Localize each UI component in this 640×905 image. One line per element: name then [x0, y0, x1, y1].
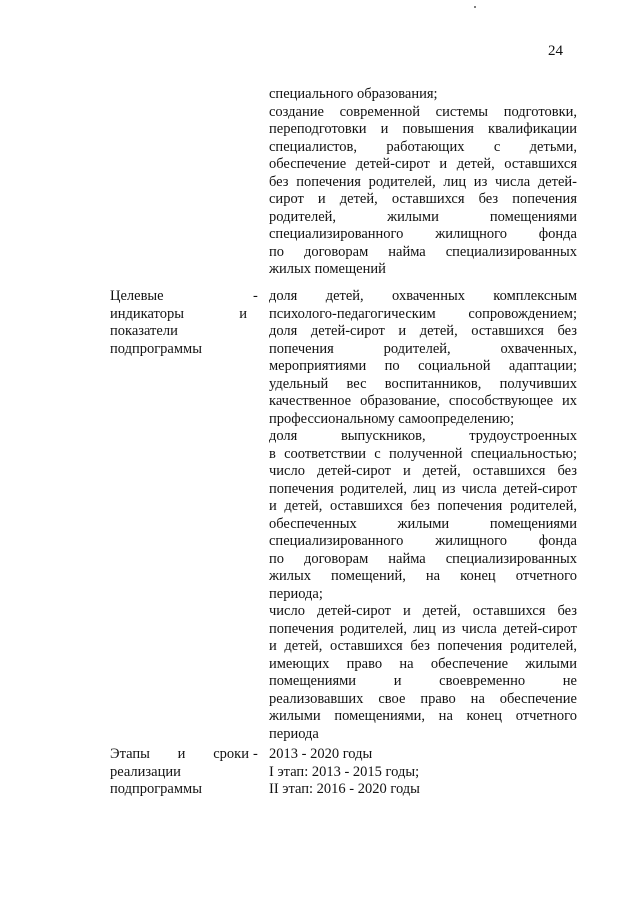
text-line: психолого-педагогическим сопровождением;: [269, 305, 577, 322]
text-line: жилыми помещениями, на конец отчетного: [269, 708, 577, 724]
text-line: II этап: 2016 - 2020 годы: [269, 781, 420, 797]
text-line: переподготовки и повышения квалификации: [269, 121, 577, 137]
text-line: специализированного жилищного фонда: [269, 533, 577, 549]
scan-speck: [474, 6, 476, 8]
text-line: доля выпускников, трудоустроенных: [269, 428, 577, 444]
text-line: реализовавших свое право на обеспечение: [269, 690, 577, 707]
page-number: 24: [548, 43, 563, 59]
text-line: специалистов, работающих с детьми,: [269, 138, 577, 155]
text-line: жилых помещений, на конец отчетного: [269, 568, 577, 584]
text-line: и детей, оставшихся без попечения родителей,: [269, 638, 577, 654]
text-line: число детей-сирот и детей, оставшихся без: [269, 603, 577, 619]
text-line: помещениями и своевременно не: [269, 673, 577, 689]
text-line: создание современной системы подготовки,: [269, 103, 577, 120]
label-line: Этапы и сроки: [110, 746, 249, 762]
text-line: периода: [269, 725, 319, 742]
text-line: попечения родителей, охваченных,: [269, 340, 577, 357]
text-line: без попечения родителей, лиц из числа детей-: [269, 173, 577, 190]
text-line: по договорам найма специализированных: [269, 243, 577, 260]
label-line: реализации: [110, 763, 181, 780]
text-line: 2013 - 2020 годы: [269, 746, 373, 762]
text-line: периода;: [269, 585, 323, 602]
section-label-indicators: [110, 288, 265, 358]
label-line: Целевые: [110, 288, 164, 304]
text-line: попечения родителей, лиц из числа детей-сирот: [269, 480, 577, 497]
label-line: подпрограммы: [110, 340, 202, 357]
text-line: родителей, жилыми помещениями: [269, 208, 577, 225]
text-line: мероприятиями по социальной адаптации;: [269, 358, 577, 374]
text-line: качественное образование, способствующее их: [269, 393, 577, 409]
text-line: обеспеченных жилыми помещениями: [269, 515, 577, 532]
text-line: специального образования;: [269, 86, 438, 102]
stages-text: [269, 746, 577, 799]
text-line: обеспечение детей-сирот и детей, оставшихся: [269, 156, 577, 172]
label-line: показатели: [110, 323, 178, 339]
label-dash: -: [253, 288, 258, 304]
section-label-stages: [110, 746, 265, 799]
text-line: число детей-сирот и детей, оставшихся без: [269, 463, 577, 479]
text-line: профессиональному самоопределению;: [269, 410, 515, 427]
text-line: имеющих право на обеспечение жилыми: [269, 655, 577, 672]
continuation-text: [269, 86, 577, 279]
indicators-text: [269, 288, 577, 743]
label-line: подпрограммы: [110, 781, 202, 797]
text-line: доля детей, охваченных комплексным: [269, 288, 577, 304]
text-line: жилых помещений: [269, 261, 386, 277]
text-line: по договорам найма специализированных: [269, 550, 577, 567]
text-line: удельный вес воспитанников, получивших: [269, 375, 577, 392]
text-line: I этап: 2013 - 2015 годы;: [269, 763, 420, 780]
label-dash: -: [253, 746, 258, 762]
text-line: доля детей-сирот и детей, оставшихся без: [269, 323, 577, 339]
text-line: и детей, оставшихся без попечения родителей,: [269, 498, 577, 514]
text-line: попечения родителей, лиц из числа детей-сирот: [269, 620, 577, 637]
text-line: сирот и детей, оставшихся без попечения: [269, 191, 577, 207]
label-line: индикаторы и: [110, 305, 247, 322]
text-line: специализированного жилищного фонда: [269, 226, 577, 242]
text-line: в соответствии с полученной специальностью;: [269, 445, 577, 462]
